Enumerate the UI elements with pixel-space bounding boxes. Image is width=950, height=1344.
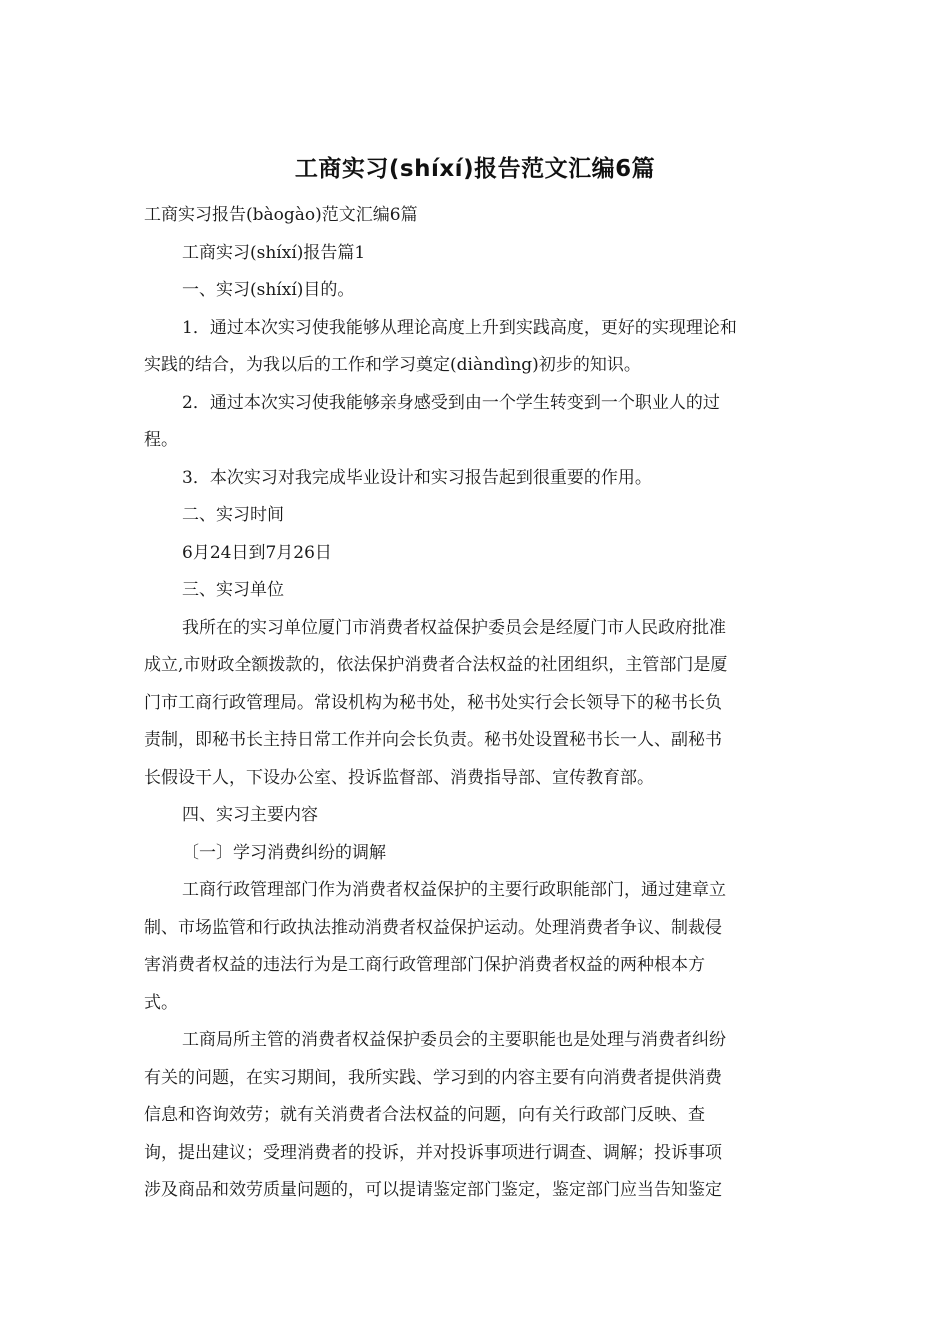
document-body	[144, 197, 806, 1210]
section-heading: 二、实习时间	[182, 505, 284, 525]
paragraph-line: 2．通过本次实习使我能够亲身感受到由一个学生转变到一个职业人的过	[182, 392, 720, 413]
paragraph-line: 工商行政管理部门作为消费者权益保护的主要行政职能部门，通过建章立	[182, 880, 726, 900]
paragraph-line: 信息和咨询效劳；就有关消费者合法权益的问题，向有关行政部门反映、查	[144, 1105, 705, 1125]
document-title: 工商实习(shíxí)报告范文汇编6篇	[294, 156, 656, 182]
paragraph-line: 有关的问题，在实习期间，我所实践、学习到的内容主要有向消费者提供消费	[144, 1067, 722, 1088]
paragraph-line: 门市工商行政管理局。常设机构为秘书处，秘书处实行会长领导下的秘书长负	[144, 692, 722, 713]
paragraph-line: 实践的结合，为我以后的工作和学习奠定(diàndìng)初步的知识。	[144, 355, 641, 375]
paragraph-line: 式。	[144, 992, 178, 1013]
subtitle-line: 工商实习报告(bàogào)范文汇编6篇	[144, 205, 418, 225]
paragraph-line: 工商局所主管的消费者权益保护委员会的主要职能也是处理与消费者纠纷	[182, 1030, 726, 1050]
paragraph-line: 程。	[144, 430, 178, 450]
section-heading: 工商实习(shíxí)报告篇1	[182, 242, 366, 263]
paragraph-line: 1．通过本次实习使我能够从理论高度上升到实践高度，更好的实现理论和	[182, 317, 737, 338]
paragraph-line: 询，提出建议；受理消费者的投诉，并对投诉事项进行调查、调解；投诉事项	[144, 1142, 722, 1163]
paragraph-line: 责制，即秘书长主持日常工作并向会长负责。秘书处设置秘书长一人、副秘书	[144, 730, 722, 750]
subsection-heading: 〔一〕学习消费纠纷的调解	[182, 842, 386, 863]
section-heading: 一、实习(shíxí)目的。	[182, 280, 355, 300]
paragraph-line: 成立,市财政全额拨款的，依法保护消费者合法权益的社团组织，主管部门是厦	[144, 655, 728, 675]
paragraph-line: 制、市场监管和行政执法推动消费者权益保护运动。处理消费者争议、制裁侵	[144, 917, 722, 938]
paragraph-line: 涉及商品和效劳质量问题的，可以提请鉴定部门鉴定，鉴定部门应当告知鉴定	[144, 1180, 722, 1200]
section-heading: 三、实习单位	[182, 580, 284, 600]
paragraph-line: 害消费者权益的违法行为是工商行政管理部门保护消费者权益的两种根本方	[144, 955, 705, 975]
paragraph-line: 6月24日到7月26日	[182, 542, 332, 563]
section-heading: 四、实习主要内容	[182, 805, 318, 825]
paragraph-line: 3．本次实习对我完成毕业设计和实习报告起到很重要的作用。	[182, 467, 652, 488]
paragraph-line: 我所在的实习单位厦门市消费者权益保护委员会是经厦门市人民政府批准	[182, 617, 726, 638]
paragraph-line: 长假设干人，下设办公室、投诉监督部、消费指导部、宣传教育部。	[144, 767, 654, 788]
